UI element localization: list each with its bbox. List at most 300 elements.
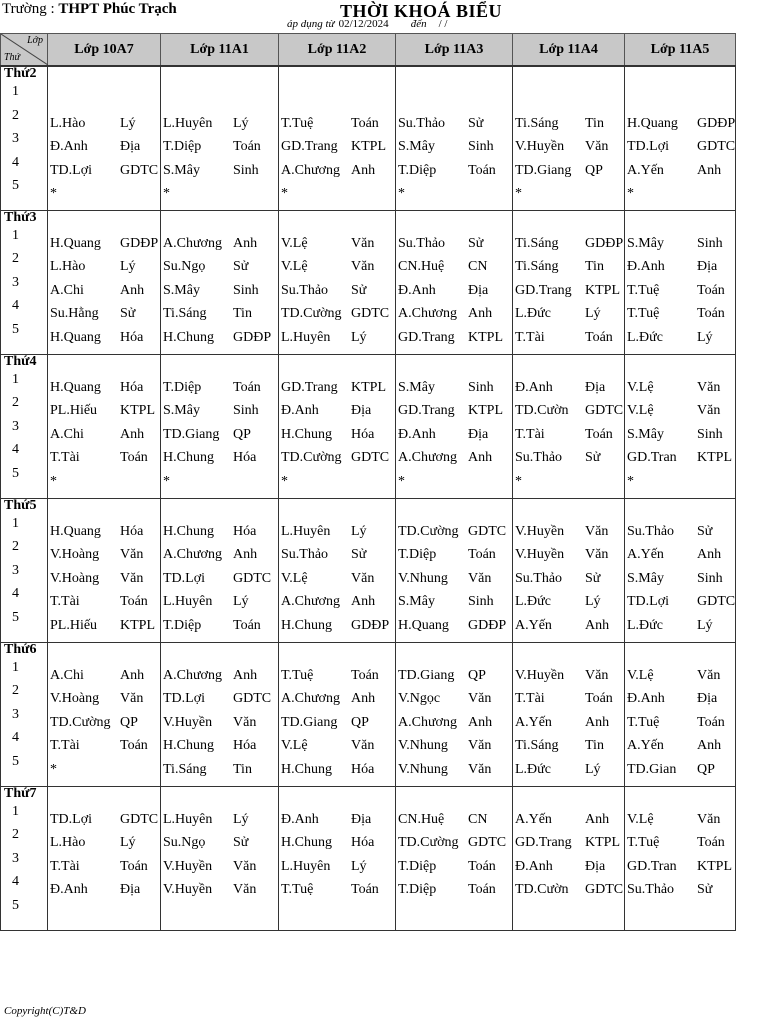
lesson-slot xyxy=(279,614,395,638)
lesson-slot xyxy=(396,376,512,400)
lesson-slot xyxy=(279,758,395,782)
teacher-name: A.Yến xyxy=(627,162,664,178)
cell-spacer xyxy=(279,643,395,664)
teacher-name: T.Tuệ xyxy=(281,882,314,897)
teacher-name: A.Chương xyxy=(281,691,340,706)
teacher-name: T.Tài xyxy=(50,450,80,465)
class-day-cell xyxy=(625,66,736,210)
subject-name: Hóa xyxy=(351,761,375,777)
teacher-name: Ti.Sáng xyxy=(515,115,559,131)
lesson-slot xyxy=(279,543,395,567)
teacher-name: V.Huyền xyxy=(163,858,213,874)
subject-name: Văn xyxy=(233,858,257,874)
subject-name: Anh xyxy=(351,162,376,178)
lesson-slot xyxy=(513,808,624,832)
subject-name: Địa xyxy=(697,259,718,274)
teacher-name: T.Tài xyxy=(515,691,545,706)
class-day-cell xyxy=(161,786,279,930)
teacher-name: TD.Cườn xyxy=(515,403,569,418)
lesson-slot xyxy=(161,232,278,256)
teacher-name: Su.Ngọ xyxy=(163,835,206,850)
cell-spacer xyxy=(48,355,160,376)
period-number: 4 xyxy=(12,154,19,170)
lesson-slot xyxy=(48,878,160,902)
lesson-slot xyxy=(161,520,278,544)
subject-name: Sử xyxy=(351,282,367,298)
teacher-name: CN.Huệ xyxy=(398,259,445,274)
teacher-name: V.Huyền xyxy=(515,523,565,539)
lesson-slot xyxy=(513,159,624,183)
subject-name: Địa xyxy=(351,403,372,418)
lesson-slot xyxy=(161,326,278,350)
teacher-name: TD.Lợi xyxy=(163,691,206,706)
lesson-slot xyxy=(161,664,278,688)
subject-name: Văn xyxy=(585,139,609,154)
applies-date: 02/12/2024 xyxy=(338,18,389,30)
lesson-slot xyxy=(48,543,160,567)
subject-name: Sử xyxy=(697,882,713,897)
class-day-cell xyxy=(513,498,625,642)
subject-name: Toán xyxy=(120,594,148,609)
subject-name: Sinh xyxy=(233,162,259,178)
cell-spacer xyxy=(625,499,735,520)
teacher-name: H.Chung xyxy=(163,738,214,753)
subject-name: Hóa xyxy=(233,450,257,465)
subject-name: Sử xyxy=(233,259,249,274)
lesson-slot xyxy=(396,302,512,326)
subject-name: Tin xyxy=(585,259,604,274)
teacher-name: Su.Thảo xyxy=(281,547,329,562)
lesson-slot xyxy=(396,255,512,279)
teacher-name: T.Tuệ xyxy=(627,282,660,298)
school-line xyxy=(2,1,177,18)
teacher-name: PL.Hiếu xyxy=(50,617,98,633)
lesson-slot xyxy=(161,590,278,614)
lesson-slot xyxy=(161,687,278,711)
lesson-slot xyxy=(396,182,512,206)
lesson-slot xyxy=(279,326,395,350)
subject-name: Anh xyxy=(697,547,722,562)
class-day-cell xyxy=(279,210,396,354)
subject-name: Sử xyxy=(585,450,601,465)
lesson-slot xyxy=(279,664,395,688)
lesson-slot xyxy=(625,376,735,400)
subject-name: KTPL xyxy=(468,329,503,345)
lesson-slot xyxy=(625,112,735,136)
subject-name: Sinh xyxy=(697,570,723,586)
teacher-name: H.Quang xyxy=(50,235,101,251)
subject-name: Toán xyxy=(233,617,261,633)
lesson-slot xyxy=(48,423,160,447)
teacher-name: T.Tài xyxy=(50,858,80,874)
lesson-slot xyxy=(48,711,160,735)
subject-name: Anh xyxy=(120,667,145,683)
day-name: Thứ3 xyxy=(4,209,37,225)
lesson-slot xyxy=(625,279,735,303)
subject-name: GDTC xyxy=(233,570,272,586)
subject-name: Toán xyxy=(697,282,725,298)
teacher-name: TD.Lợi xyxy=(627,139,670,154)
teacher-name: V.Lệ xyxy=(281,259,308,274)
subject-name: Sử xyxy=(233,835,249,850)
teacher-name: * xyxy=(50,761,57,777)
subject-name: Văn xyxy=(697,403,721,418)
lesson-slot xyxy=(625,232,735,256)
lesson-slot xyxy=(396,758,512,782)
teacher-name: Su.Thảo xyxy=(515,570,563,586)
lesson-slot xyxy=(625,543,735,567)
lesson-slot xyxy=(513,687,624,711)
subject-name: Lý xyxy=(585,761,601,777)
teacher-name: TD.Lợi xyxy=(50,811,93,827)
teacher-name: GD.Trang xyxy=(398,403,455,418)
lesson-slot xyxy=(48,302,160,326)
subject-name: Sinh xyxy=(468,139,494,154)
lesson-slot xyxy=(48,326,160,350)
lesson-slot xyxy=(161,711,278,735)
day-name: Thứ7 xyxy=(4,785,37,801)
subject-name: Sinh xyxy=(697,235,723,251)
teacher-name: GD.Trang xyxy=(281,379,338,395)
teacher-name: L.Hào xyxy=(50,115,86,131)
cell-spacer xyxy=(161,643,278,664)
class-header-11a2: Lớp 11A2 xyxy=(279,34,396,67)
lesson-slot xyxy=(625,182,735,206)
lesson-slot xyxy=(625,255,735,279)
lesson-slot xyxy=(625,831,735,855)
day-row xyxy=(1,66,736,210)
lesson-slot xyxy=(48,88,160,112)
cell-spacer xyxy=(513,211,624,232)
subject-name: Toán xyxy=(468,162,496,178)
copyright-footer: Copyright(C)T&D xyxy=(4,1005,86,1017)
class-day-cell xyxy=(48,786,161,930)
teacher-name: A.Chi xyxy=(50,282,84,298)
subject-name: Anh xyxy=(233,235,258,251)
subject-name: GDĐP xyxy=(233,329,272,345)
teacher-name: * xyxy=(515,186,522,201)
subject-name: Anh xyxy=(585,811,610,827)
teacher-name: TD.Cườn xyxy=(515,882,569,897)
teacher-name: TD.Lợi xyxy=(163,570,206,586)
period-number: 2 xyxy=(12,683,19,698)
class-day-cell xyxy=(625,786,736,930)
day-name: Thứ2 xyxy=(4,66,37,81)
teacher-name: Su.Hằng xyxy=(50,306,99,321)
teacher-name: Đ.Anh xyxy=(50,882,88,897)
subject-name: Tin xyxy=(233,306,252,321)
subject-name: Địa xyxy=(468,426,489,442)
subject-name: Anh xyxy=(233,667,258,683)
subject-name: Sinh xyxy=(468,379,494,395)
teacher-name: V.Huyền xyxy=(515,547,565,562)
teacher-name: Đ.Anh xyxy=(398,282,436,298)
teacher-name: TD.Cường xyxy=(398,835,459,850)
teacher-name: GD.Tran xyxy=(627,858,677,874)
teacher-name: L.Đức xyxy=(515,306,551,321)
subject-name: Văn xyxy=(585,667,609,683)
cell-spacer xyxy=(279,499,395,520)
lesson-slot xyxy=(396,112,512,136)
subject-name: Anh xyxy=(697,162,722,178)
subject-name: GDTC xyxy=(351,450,390,465)
period-number: 5 xyxy=(12,178,19,193)
subject-name: Địa xyxy=(585,379,606,395)
teacher-name: S.Mây xyxy=(627,426,664,442)
cell-spacer xyxy=(279,67,395,88)
teacher-name: A.Yến xyxy=(515,617,552,633)
subject-name: QP xyxy=(120,714,138,730)
lesson-slot xyxy=(279,734,395,758)
subject-name: Lý xyxy=(351,329,367,345)
lesson-slot xyxy=(48,470,160,494)
teacher-name: S.Mây xyxy=(163,282,200,298)
lesson-slot xyxy=(48,112,160,136)
lesson-slot xyxy=(161,88,278,112)
subject-name: Lý xyxy=(585,306,601,321)
cell-spacer xyxy=(513,787,624,808)
lesson-slot xyxy=(513,446,624,470)
lesson-slot xyxy=(513,326,624,350)
subject-name: Văn xyxy=(351,570,375,586)
teacher-name: V.Huyền xyxy=(515,667,565,683)
lesson-slot xyxy=(625,446,735,470)
lesson-slot xyxy=(513,182,624,206)
teacher-name: V.Hoàng xyxy=(50,691,100,706)
lesson-slot xyxy=(396,399,512,423)
class-header-10a7: Lớp 10A7 xyxy=(48,34,161,67)
subject-name: QP xyxy=(585,162,603,178)
day-cell xyxy=(1,354,48,498)
teacher-name: L.Hào xyxy=(50,259,86,274)
subject-name: Văn xyxy=(468,761,492,777)
teacher-name: TD.Cường xyxy=(398,523,459,539)
teacher-name: CN.Huệ xyxy=(398,811,445,827)
class-day-cell xyxy=(161,66,279,210)
lesson-slot xyxy=(396,664,512,688)
subject-name: Lý xyxy=(120,259,136,274)
teacher-name: Su.Thảo xyxy=(515,450,563,465)
subject-name: Toán xyxy=(120,738,148,753)
lesson-slot xyxy=(625,88,735,112)
day-row xyxy=(1,786,736,930)
lesson-slot xyxy=(161,855,278,879)
period-number: 4 xyxy=(12,586,19,601)
period-number: 1 xyxy=(12,371,19,387)
subject-name: Lý xyxy=(233,811,249,827)
lesson-slot xyxy=(625,470,735,494)
day-cell xyxy=(1,66,48,210)
class-header-11a5: Lớp 11A5 xyxy=(625,34,736,67)
lesson-slot xyxy=(279,831,395,855)
lesson-slot xyxy=(513,758,624,782)
class-day-cell xyxy=(279,498,396,642)
teacher-name: Đ.Anh xyxy=(627,259,665,274)
subject-name: Toán xyxy=(585,426,613,442)
teacher-name: V.Huyền xyxy=(163,714,213,730)
teacher-name: L.Huyên xyxy=(163,811,213,827)
teacher-name: H.Quang xyxy=(50,379,101,395)
teacher-name: T.Tuệ xyxy=(281,667,314,683)
teacher-name: H.Quang xyxy=(627,115,678,131)
teacher-name: Đ.Anh xyxy=(281,811,319,827)
lesson-slot xyxy=(48,520,160,544)
teacher-name: V.Huyền xyxy=(515,139,565,154)
subject-name: Hóa xyxy=(351,426,375,442)
class-day-cell xyxy=(48,354,161,498)
lesson-slot xyxy=(48,376,160,400)
class-day-cell xyxy=(513,354,625,498)
period-list xyxy=(1,80,47,198)
teacher-name: Đ.Anh xyxy=(398,426,436,442)
cell-spacer xyxy=(625,643,735,664)
applies-line xyxy=(287,18,447,30)
lesson-slot xyxy=(161,279,278,303)
teacher-name: TD.Cường xyxy=(281,450,342,465)
lesson-slot xyxy=(513,376,624,400)
lesson-slot xyxy=(161,182,278,206)
teacher-name: A.Chi xyxy=(50,426,84,442)
teacher-name: S.Mây xyxy=(627,570,664,586)
lesson-slot xyxy=(279,182,395,206)
teacher-name: * xyxy=(163,473,170,489)
lesson-slot xyxy=(625,664,735,688)
subject-name: Toán xyxy=(120,450,148,465)
cell-spacer xyxy=(396,355,512,376)
teacher-name: T.Tài xyxy=(515,426,545,442)
class-day-cell xyxy=(279,354,396,498)
lesson-slot xyxy=(625,135,735,159)
teacher-name: L.Đức xyxy=(515,594,551,609)
period-list xyxy=(1,800,47,918)
period-number: 1 xyxy=(12,84,19,99)
lesson-slot xyxy=(396,232,512,256)
lesson-slot xyxy=(161,831,278,855)
teacher-name: GD.Trang xyxy=(515,835,572,850)
lesson-slot xyxy=(513,399,624,423)
lesson-slot xyxy=(513,423,624,447)
lesson-slot xyxy=(396,159,512,183)
cell-spacer xyxy=(48,787,160,808)
teacher-name: Đ.Anh xyxy=(50,139,88,154)
period-number: 1 xyxy=(12,803,19,819)
teacher-name: Đ.Anh xyxy=(515,379,553,395)
subject-name: QP xyxy=(697,761,715,777)
subject-name: Sử xyxy=(468,115,484,131)
lesson-slot xyxy=(396,855,512,879)
subject-name: GDTC xyxy=(697,139,736,154)
day-row xyxy=(1,498,736,642)
cell-spacer xyxy=(513,355,624,376)
lesson-slot xyxy=(279,520,395,544)
subject-name: Tin xyxy=(233,761,252,777)
subject-name: Lý xyxy=(351,858,367,874)
lesson-slot xyxy=(396,446,512,470)
subject-name: Toán xyxy=(351,667,379,683)
period-number: 1 xyxy=(12,659,19,675)
lesson-slot xyxy=(279,470,395,494)
lesson-slot xyxy=(513,831,624,855)
teacher-name: Đ.Anh xyxy=(515,858,553,874)
teacher-name: GD.Trang xyxy=(515,282,572,298)
lesson-slot xyxy=(161,902,278,926)
lesson-slot xyxy=(625,855,735,879)
teacher-name: T.Tuệ xyxy=(281,115,314,131)
lesson-slot xyxy=(161,808,278,832)
teacher-name: TD.Lợi xyxy=(50,162,93,178)
lesson-slot xyxy=(513,902,624,926)
lesson-slot xyxy=(279,567,395,591)
subject-name: Anh xyxy=(351,691,376,706)
teacher-name: V.Hoàng xyxy=(50,570,100,586)
class-day-cell xyxy=(279,66,396,210)
class-day-cell xyxy=(396,354,513,498)
teacher-name: V.Nhung xyxy=(398,761,448,777)
lesson-slot xyxy=(279,590,395,614)
subject-name: QP xyxy=(351,714,369,730)
lesson-slot xyxy=(161,446,278,470)
teacher-name: L.Huyên xyxy=(163,115,213,131)
lesson-slot xyxy=(513,232,624,256)
subject-name: Lý xyxy=(233,594,249,609)
subject-name: GDTC xyxy=(585,882,624,897)
lesson-slot xyxy=(48,255,160,279)
lesson-slot xyxy=(48,567,160,591)
teacher-name: T.Tài xyxy=(50,738,80,753)
lesson-slot xyxy=(396,135,512,159)
lesson-slot xyxy=(513,255,624,279)
class-day-cell xyxy=(513,66,625,210)
subject-name: Sinh xyxy=(697,426,723,442)
lesson-slot xyxy=(396,590,512,614)
teacher-name: H.Chung xyxy=(281,426,332,442)
cell-spacer xyxy=(513,499,624,520)
lesson-slot xyxy=(279,279,395,303)
lesson-slot xyxy=(279,302,395,326)
teacher-name: A.Yến xyxy=(515,714,552,730)
subject-name: Toán xyxy=(468,882,496,897)
timetable xyxy=(0,33,736,931)
subject-name: Hóa xyxy=(120,523,144,539)
period-list xyxy=(1,656,47,774)
cell-spacer xyxy=(279,355,395,376)
teacher-name: T.Diệp xyxy=(398,547,437,562)
lesson-slot xyxy=(48,159,160,183)
lesson-slot xyxy=(625,520,735,544)
teacher-name: T.Diệp xyxy=(163,617,202,633)
teacher-name: V.Lệ xyxy=(627,403,654,418)
teacher-name: T.Tài xyxy=(515,329,545,345)
subject-name: Toán xyxy=(468,858,496,874)
class-day-cell xyxy=(161,210,279,354)
teacher-name: * xyxy=(50,186,57,201)
day-row xyxy=(1,642,736,786)
teacher-name: A.Chương xyxy=(163,235,222,251)
class-day-cell xyxy=(513,642,625,786)
teacher-name: Ti.Sáng xyxy=(515,235,559,251)
subject-name: Địa xyxy=(120,139,141,154)
subject-name: CN xyxy=(468,811,488,827)
lesson-slot xyxy=(396,520,512,544)
lesson-slot xyxy=(161,399,278,423)
subject-name: Văn xyxy=(585,523,609,539)
teacher-name: V.Lệ xyxy=(281,738,308,753)
subject-name: Anh xyxy=(585,714,610,730)
lesson-slot xyxy=(161,878,278,902)
lesson-slot xyxy=(279,687,395,711)
teacher-name: TD.Giang xyxy=(515,162,572,178)
period-number: 1 xyxy=(12,227,19,243)
